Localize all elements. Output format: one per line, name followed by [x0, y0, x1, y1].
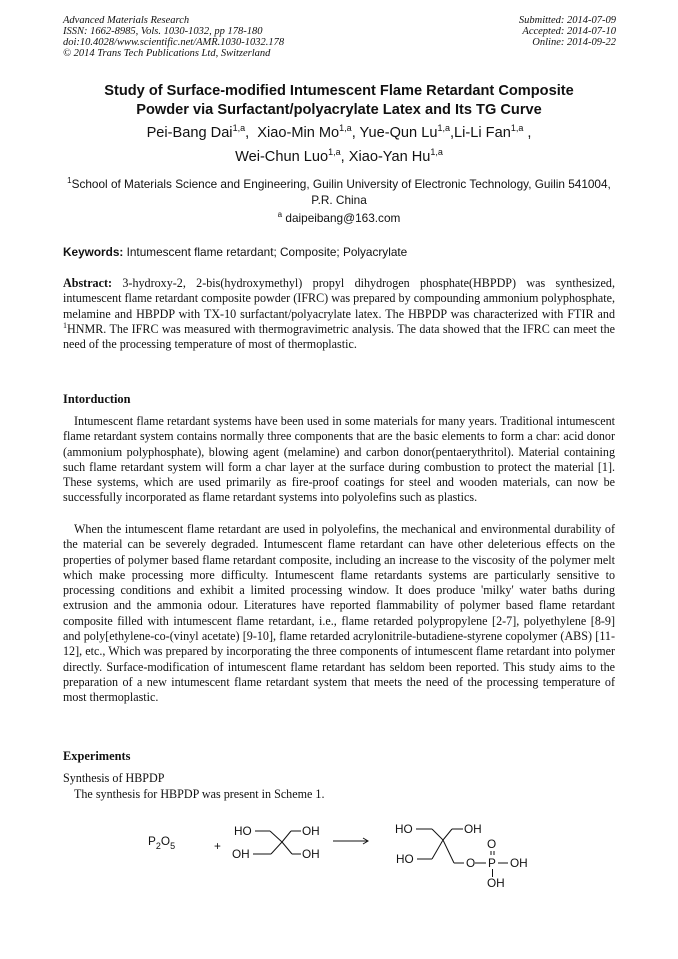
author-name: Pei-Bang Dai	[146, 125, 233, 141]
authors-line-2: Wei-Chun Luo$^{1,a}$, Xiao-Yan Hu$^{1,a}$	[235, 147, 443, 165]
intro-paragraph-1: Intumescent flame retardant systems have been used in some materials for many years. Traditional intumescent flame retardant system contains normally three components that are the basic elements to form a char: acid donor (ammonium polyphosphate), blowing agent (melamine) and carbon donor(pentaerythritol). Material containing such flame retardant system will form a char layer at the surface during combustion to protect the material [1]. These systems, which are used primarily as fire-proof coatings for steel and wooden materials, can now be successfully incorporated as flame retardant systems into polyolefins such as plastics.	[63, 414, 615, 505]
hbpdp-structure	[395, 822, 528, 890]
author-name: Xiao-Min Mo	[257, 125, 340, 141]
author-list	[63, 121, 615, 169]
author-sup: 1,a	[510, 123, 524, 133]
accepted-date: Accepted: 2014-07-10	[522, 26, 616, 37]
journal-name: Advanced Materials Research	[63, 15, 190, 26]
title-line-2: Powder via Surfactant/polyacrylate Latex and Its TG Curve	[136, 102, 542, 118]
issn-line: ISSN: 1662-8985, Vols. 1030-1032, pp 178-180	[63, 26, 263, 37]
author-sup: 1,a	[232, 123, 246, 133]
submitted-date: Submitted: 2014-07-09	[518, 15, 616, 26]
affiliation-text: School of Materials Science and Engineering, Guilin University of Electronic Technology, Guilin 541004, P.R. China	[71, 177, 611, 207]
title-line-1: Study of Surface-modified Intumescent Flame Retardant Composite	[104, 83, 574, 99]
synthesis-subheading: Synthesis of HBPDP	[63, 771, 165, 785]
abstract-block	[63, 276, 615, 352]
dates-header	[519, 15, 616, 48]
bond	[282, 842, 292, 854]
hydroxyl-label: OH	[464, 822, 482, 836]
abstract-text-1: 3-hydroxy-2, 2-bis(hydroxymethyl) propyl dihydrogen phosphate(HBPDP) was synthesized, intumescent flame retardant composite powder (IFRC) was prepared by compounding ammonium polyphosphate, melamine and HBPDP with TX-10 surfactant/polyacrylate latex. The HBPDP was characterized with FTIR and	[63, 276, 615, 321]
abstract-label: Abstract:	[63, 276, 113, 290]
affiliation-sup: 1	[67, 176, 72, 185]
paper-title	[63, 82, 615, 120]
bond	[443, 840, 454, 863]
p2o5-formula: $P_2O_5$	[148, 834, 176, 851]
author-sup: 1,a	[437, 123, 450, 133]
pentaerythritol-structure	[232, 824, 320, 861]
keywords-text: Intumescent flame retardant; Composite; Polyacrylate	[126, 245, 408, 259]
copyright-line: © 2014 Trans Tech Publications Ltd, Switzerland	[63, 48, 271, 59]
phosphorus-label: P	[488, 856, 496, 870]
bond	[432, 840, 443, 859]
bond	[432, 829, 443, 840]
author-name: Xiao-Yan Hu	[348, 149, 431, 165]
hydroxyl-label: HO	[234, 824, 252, 838]
author-name: Yue-Qun Lu	[359, 125, 438, 141]
oxygen-label: O	[466, 856, 476, 870]
scheme-1-reaction	[0, 812, 678, 912]
reaction-arrow	[333, 838, 368, 844]
doi-line: doi:10.4028/www.scientific.net/AMR.1030-1032.178	[63, 37, 285, 48]
abstract-sup: 1	[63, 320, 67, 330]
keywords-label: Keywords:	[63, 245, 124, 259]
synthesis-text: The synthesis for HBPDP was present in Scheme 1.	[74, 787, 325, 801]
intro-heading: Intorduction	[63, 392, 131, 406]
author-sup: 1,a	[430, 147, 443, 157]
bond	[443, 829, 452, 840]
journal-header	[63, 15, 284, 59]
hydroxyl-label: OH	[302, 847, 320, 861]
affiliation	[63, 176, 615, 208]
plus-sign: +	[214, 839, 221, 853]
author-name: Wei-Chun Luo	[235, 149, 329, 165]
keywords-block	[63, 245, 615, 259]
online-date: Online: 2014-09-22	[532, 37, 616, 48]
hydroxyl-label: HO	[396, 852, 414, 866]
author-sup: 1,a	[339, 123, 352, 133]
oxygen-label: O	[487, 837, 497, 851]
author-email	[63, 211, 615, 225]
hydroxyl-label: OH	[487, 876, 505, 890]
hydroxyl-label: HO	[395, 822, 413, 836]
intro-paragraph-2: When the intumescent flame retardant are used in polyolefins, the mechanical and environmental durability of the material can be severely degraded. Intumescent flame retardant can have other deleterious effects on the properties of polymer based flame retardant composite, including an increase to the viscosity of the polymer melt which make processing more difficulty. Intumescent flame retardants systems are particularly sensitive to processing conditions and exhibit a limited processing window. It does produce 'milky' water baths during extrusion and the ammonia odour. Literatures have reported flammability of polymer based flame retardant composite filled with intumescent flame retardant, i.e., flame retarded polypropylene [2-7], polyethylene [8-9] and poly[ethylene-co-(vinyl acetate) [9-10], flame retarded acrylonitrile-butadiene-styrene copolymer (ABS) [11-12], etc., Which was prepared by incorporating the three components of intumescent flame retardant into polymer directly. Surface-modification of intumescent flame retardant has seldom been reported. This study aims to the preparation of a new intumescent flame retardant system that meets the need of the processing temperature of most thermoplastic.	[63, 522, 615, 705]
bond	[271, 842, 282, 854]
bond	[270, 831, 282, 842]
email-address[interactable]: daipeibang@163.com	[285, 211, 401, 225]
hydroxyl-label: OH	[302, 824, 320, 838]
hydroxyl-label: OH	[510, 856, 528, 870]
author-name: Li-Li Fan	[454, 125, 511, 141]
author-sup: 1,a	[328, 147, 341, 157]
email-sup: a	[277, 210, 283, 219]
bond	[282, 831, 291, 842]
abstract-text-2: HNMR. The IFRC was measured with thermogravimetric analysis. The data showed that the IFRC can meet the need of the processing temperature of most of thermoplastic.	[63, 321, 615, 352]
experiments-heading: Experiments	[63, 749, 131, 763]
authors-line-1: Pei-Bang Dai$^{1,a}$, Xiao-Min Mo$^{1,a}$, Yue-Qun Lu$^{1,a}$,Li-Li Fan$^{1,a}$ ,	[146, 123, 532, 141]
hydroxyl-label: OH	[232, 847, 250, 861]
